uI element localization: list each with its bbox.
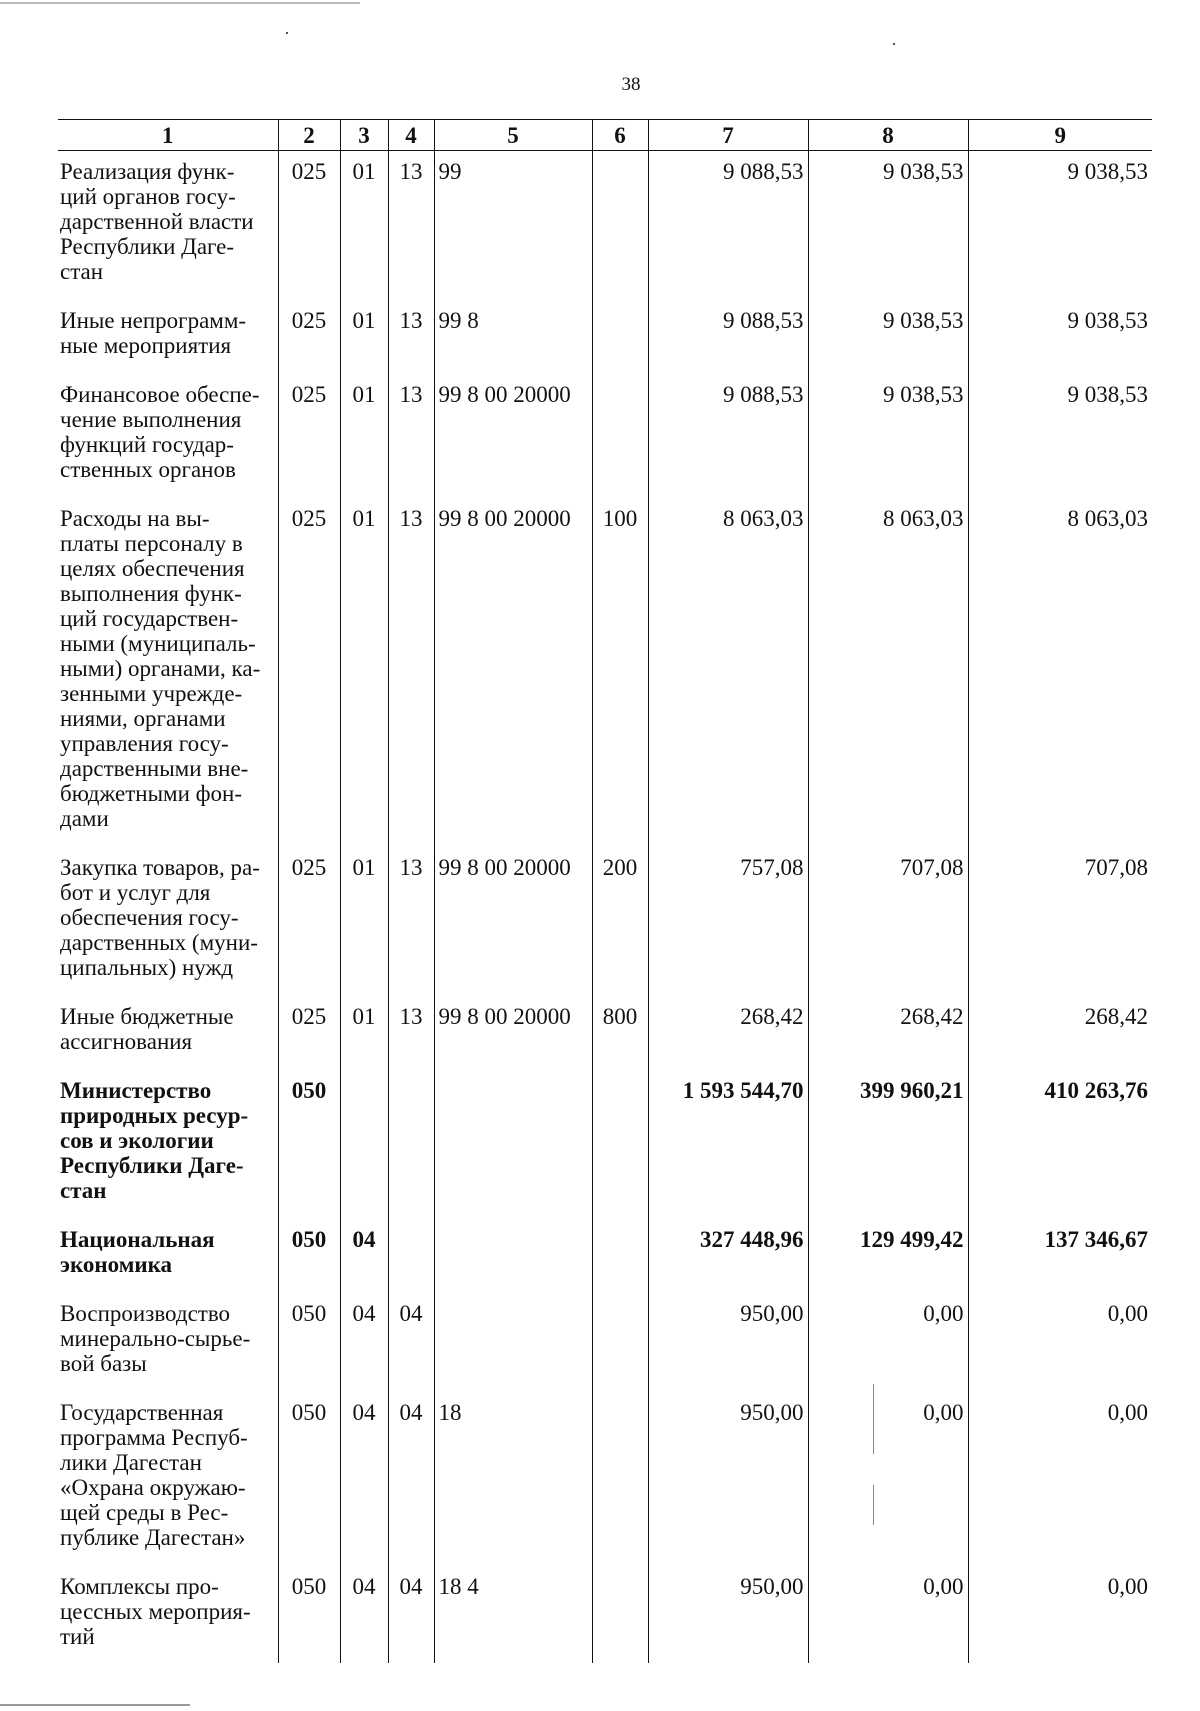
column-5-cell: 99 8 00 20000 xyxy=(434,496,592,845)
column-8-amount: 8 063,03 xyxy=(808,496,968,845)
column-3-cell: 01 xyxy=(340,496,388,845)
column-3-cell xyxy=(340,1068,388,1217)
column-5-cell: 18 xyxy=(434,1390,592,1564)
row-name-cell: Реализация функ- ций органов госу- дарственной власти Республики Даге- стан xyxy=(60,159,254,284)
column-2-cell: 050 xyxy=(278,1068,340,1217)
column-3-cell: 01 xyxy=(340,845,388,994)
column-3-cell: 04 xyxy=(340,1390,388,1564)
column-4-cell: 04 xyxy=(388,1390,434,1564)
column-3-cell: 04 xyxy=(340,1291,388,1390)
column-2-cell: 025 xyxy=(278,372,340,496)
column-6-cell xyxy=(592,298,648,372)
column-7-amount: 268,42 xyxy=(648,994,808,1068)
column-header: 1 xyxy=(58,120,278,151)
column-7-amount: 757,08 xyxy=(648,845,808,994)
column-2-cell: 025 xyxy=(278,496,340,845)
column-9-amount: 0,00 xyxy=(968,1564,1152,1663)
column-5-cell: 99 8 00 20000 xyxy=(434,845,592,994)
column-9-amount: 9 038,53 xyxy=(968,298,1152,372)
column-4-cell: 13 xyxy=(388,994,434,1068)
row-name-cell: Расходы на вы- платы персоналу в целях обеспечения выполнения функ- ций государствен- ными (муниципаль- ными) органами, ка- зенными учрежде- ниями, органами управления госу- дарственными вне- бюджетными фон- дами xyxy=(60,506,261,831)
column-5-cell: 99 xyxy=(434,151,592,299)
column-2-cell: 025 xyxy=(278,298,340,372)
column-8-amount: 268,42 xyxy=(808,994,968,1068)
scan-artifact xyxy=(286,32,288,34)
scan-artifact xyxy=(873,1485,874,1525)
column-6-cell xyxy=(592,1390,648,1564)
scan-artifact xyxy=(0,1704,190,1706)
table-row xyxy=(58,1390,1152,1564)
column-header: 3 xyxy=(340,120,388,151)
column-7-amount: 950,00 xyxy=(648,1291,808,1390)
column-3-cell: 04 xyxy=(340,1217,388,1291)
row-name-cell: Иные непрограмм- ные мероприятия xyxy=(60,308,247,358)
column-8-amount: 0,00 xyxy=(808,1291,968,1390)
table-row xyxy=(58,994,1152,1068)
row-name-cell: Иные бюджетные ассигнования xyxy=(60,1004,234,1054)
column-8-amount: 707,08 xyxy=(808,845,968,994)
column-9-amount: 8 063,03 xyxy=(968,496,1152,845)
column-4-cell xyxy=(388,1068,434,1217)
row-name-cell: Комплексы про- цессных мероприя- тий xyxy=(60,1574,251,1649)
table-row xyxy=(58,496,1152,845)
column-3-cell: 04 xyxy=(340,1564,388,1663)
column-6-cell: 800 xyxy=(592,994,648,1068)
column-9-amount: 0,00 xyxy=(968,1291,1152,1390)
column-8-amount: 399 960,21 xyxy=(808,1068,968,1217)
column-5-cell xyxy=(434,1291,592,1390)
column-2-cell: 025 xyxy=(278,845,340,994)
table-body xyxy=(58,151,1152,1664)
row-name-cell: Национальная экономика xyxy=(60,1227,215,1277)
column-6-cell xyxy=(592,1217,648,1291)
column-9-amount: 707,08 xyxy=(968,845,1152,994)
table-row xyxy=(58,845,1152,994)
column-header: 6 xyxy=(592,120,648,151)
column-header: 4 xyxy=(388,120,434,151)
column-7-amount: 327 448,96 xyxy=(648,1217,808,1291)
column-2-cell: 050 xyxy=(278,1291,340,1390)
column-8-amount: 129 499,42 xyxy=(808,1217,968,1291)
column-3-cell: 01 xyxy=(340,298,388,372)
column-7-amount: 1 593 544,70 xyxy=(648,1068,808,1217)
column-8-amount: 0,00 xyxy=(808,1564,968,1663)
column-header: 7 xyxy=(648,120,808,151)
column-2-cell: 050 xyxy=(278,1564,340,1663)
column-6-cell: 200 xyxy=(592,845,648,994)
column-2-cell: 025 xyxy=(278,994,340,1068)
column-2-cell: 025 xyxy=(278,151,340,299)
column-8-amount: 9 038,53 xyxy=(808,372,968,496)
table-row xyxy=(58,151,1152,299)
column-4-cell: 13 xyxy=(388,372,434,496)
table-row xyxy=(58,1291,1152,1390)
column-5-cell xyxy=(434,1217,592,1291)
header-row xyxy=(58,120,1152,151)
column-6-cell: 100 xyxy=(592,496,648,845)
column-9-amount: 137 346,67 xyxy=(968,1217,1152,1291)
column-4-cell xyxy=(388,1217,434,1291)
column-3-cell: 01 xyxy=(340,994,388,1068)
table-row xyxy=(58,1564,1152,1663)
table-row xyxy=(58,1068,1152,1217)
column-9-amount: 410 263,76 xyxy=(968,1068,1152,1217)
column-7-amount: 8 063,03 xyxy=(648,496,808,845)
column-6-cell xyxy=(592,1564,648,1663)
column-6-cell xyxy=(592,1068,648,1217)
column-4-cell: 13 xyxy=(388,496,434,845)
column-header: 8 xyxy=(808,120,968,151)
column-4-cell: 13 xyxy=(388,151,434,299)
column-7-amount: 950,00 xyxy=(648,1390,808,1564)
table-row xyxy=(58,372,1152,496)
column-2-cell: 050 xyxy=(278,1217,340,1291)
column-5-cell: 99 8 00 20000 xyxy=(434,994,592,1068)
column-8-amount: 9 038,53 xyxy=(808,298,968,372)
column-4-cell: 04 xyxy=(388,1564,434,1663)
scan-artifact xyxy=(0,2,360,4)
column-5-cell: 99 8 xyxy=(434,298,592,372)
column-7-amount: 9 088,53 xyxy=(648,298,808,372)
scan-artifact xyxy=(893,43,895,45)
column-5-cell xyxy=(434,1068,592,1217)
column-5-cell: 18 4 xyxy=(434,1564,592,1663)
column-9-amount: 0,00 xyxy=(968,1390,1152,1564)
column-9-amount: 9 038,53 xyxy=(968,372,1152,496)
column-2-cell: 050 xyxy=(278,1390,340,1564)
row-name-cell: Воспроизводство минерально-сырье- вой базы xyxy=(60,1301,251,1376)
column-8-amount: 0,00 xyxy=(808,1390,968,1564)
column-header: 9 xyxy=(968,120,1152,151)
row-name-cell: Государственная программа Респуб- лики Дагестан «Охрана окружаю- щей среды в Рес- публике Дагестан» xyxy=(60,1400,248,1550)
column-6-cell xyxy=(592,372,648,496)
column-4-cell: 04 xyxy=(388,1291,434,1390)
column-6-cell xyxy=(592,1291,648,1390)
column-header: 5 xyxy=(434,120,592,151)
column-9-amount: 268,42 xyxy=(968,994,1152,1068)
row-name-cell: Министерство природных ресур- сов и экологии Республики Даге- стан xyxy=(60,1078,249,1203)
scan-artifact xyxy=(873,1384,874,1454)
column-6-cell xyxy=(592,151,648,299)
column-9-amount: 9 038,53 xyxy=(968,151,1152,299)
table-row xyxy=(58,298,1152,372)
column-7-amount: 9 088,53 xyxy=(648,372,808,496)
column-7-amount: 950,00 xyxy=(648,1564,808,1663)
column-4-cell: 13 xyxy=(388,298,434,372)
column-7-amount: 9 088,53 xyxy=(648,151,808,299)
column-3-cell: 01 xyxy=(340,151,388,299)
column-4-cell: 13 xyxy=(388,845,434,994)
row-name-cell: Закупка товаров, ра- бот и услуг для обеспечения госу- дарственных (муни- ципальных) нужд xyxy=(60,855,260,980)
page-number: 38 xyxy=(621,74,641,95)
column-3-cell: 01 xyxy=(340,372,388,496)
column-8-amount: 9 038,53 xyxy=(808,151,968,299)
column-header: 2 xyxy=(278,120,340,151)
budget-table xyxy=(58,119,1152,1663)
column-5-cell: 99 8 00 20000 xyxy=(434,372,592,496)
row-name-cell: Финансовое обеспе- чение выполнения функций государ- ственных органов xyxy=(60,382,260,482)
table-row xyxy=(58,1217,1152,1291)
